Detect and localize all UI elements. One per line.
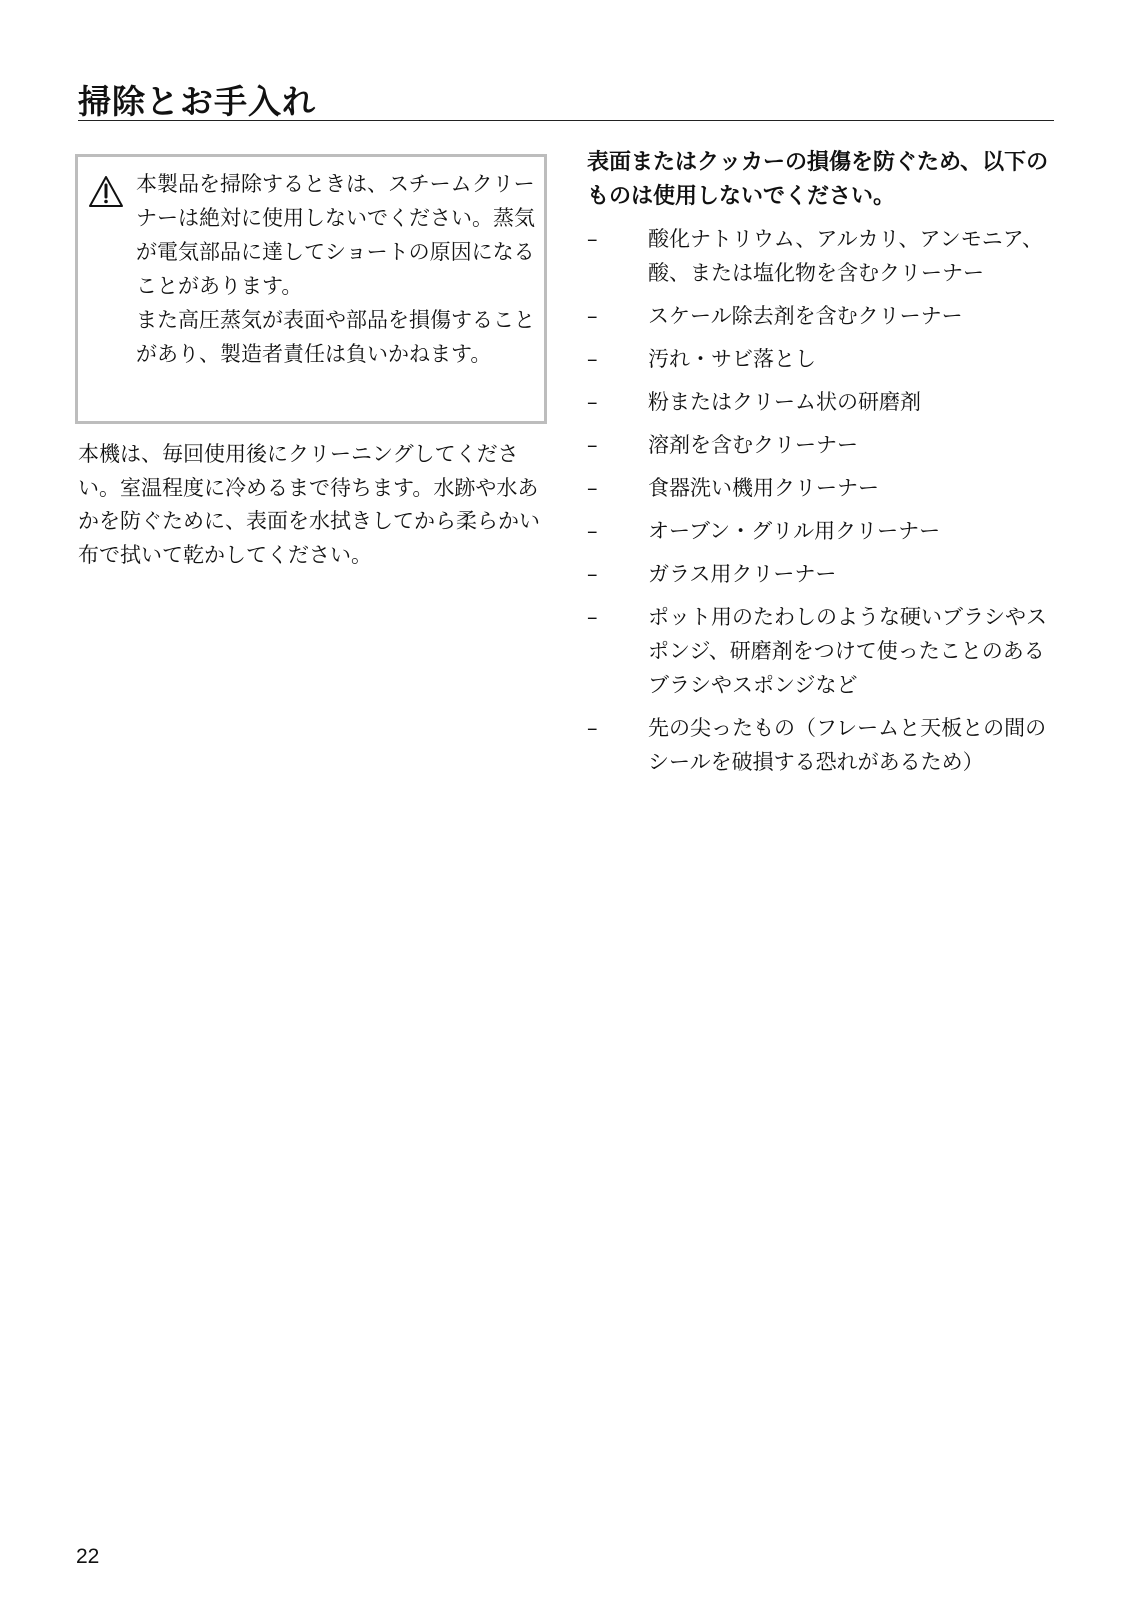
list-item [587, 600, 1062, 702]
list-bullet: – [587, 519, 598, 543]
warning-paragraph: 本製品を掃除するときは、スチームクリーナーは絶対に使用しないでください。蒸気が電気部品に達してショートの原因になることがあります。 [136, 172, 535, 298]
list-item-text: 酸化ナトリウム、アルカリ、アンモニア、酸、または塩化物を含むクリーナー [648, 227, 1044, 285]
list-item [587, 428, 1062, 462]
list-item [587, 514, 1062, 548]
list-item-text: 汚れ・サビ落とし [648, 347, 816, 371]
list-item [587, 471, 1062, 505]
list-bullet: – [587, 433, 598, 457]
warning-box [75, 154, 547, 424]
list-item-text: スケール除去剤を含むクリーナー [648, 304, 963, 328]
page-number: 22 [76, 1545, 100, 1568]
list-bullet: – [587, 562, 598, 586]
list-item [587, 385, 1062, 419]
list-item-text: オーブン・グリル用クリーナー [648, 519, 941, 543]
list-item-text: 食器洗い機用クリーナー [648, 476, 879, 500]
list-item-text: ガラス用クリーナー [648, 562, 837, 586]
list-item-text: 溶剤を含むクリーナー [648, 433, 858, 457]
list-item [587, 299, 1062, 333]
page-title: 掃除とお手入れ [78, 82, 316, 121]
cleaning-intro: 本機は、毎回使用後にクリーニングしてください。室温程度に冷めるまで待ちます。水跡や水あかを防ぐために、表面を水拭きしてから柔らかい布で拭いて乾かしてください。 [78, 442, 540, 567]
avoid-list [587, 222, 1062, 788]
list-item-text: 粉またはクリーム状の研磨剤 [648, 390, 921, 414]
list-bullet: – [587, 227, 598, 251]
list-bullet: – [587, 716, 598, 740]
list-item-text: ポット用のたわしのような硬いブラシやスポンジ、研磨剤をつけて使ったことのあるブラシやスポンジなど [648, 605, 1047, 697]
title-divider [78, 120, 1054, 121]
list-item [587, 222, 1062, 290]
warning-triangle-icon [88, 175, 124, 209]
list-item-text: 先の尖ったもの（フレームと天板との間のシールを破損する恐れがあるため） [648, 716, 1047, 774]
list-bullet: – [587, 390, 598, 414]
list-bullet: – [587, 304, 598, 328]
warning-text [136, 167, 536, 371]
list-item [587, 711, 1062, 779]
warning-paragraph: また高圧蒸気が表面や部品を損傷することがあり、製造者責任は負いかねます。 [136, 308, 535, 366]
list-item [587, 342, 1062, 376]
avoid-heading: 表面またはクッカーの損傷を防ぐため、以下のものは使用しないでください。 [587, 150, 1049, 209]
list-bullet: – [587, 347, 598, 371]
list-bullet: – [587, 476, 598, 500]
list-item [587, 557, 1062, 591]
list-bullet: – [587, 605, 598, 629]
